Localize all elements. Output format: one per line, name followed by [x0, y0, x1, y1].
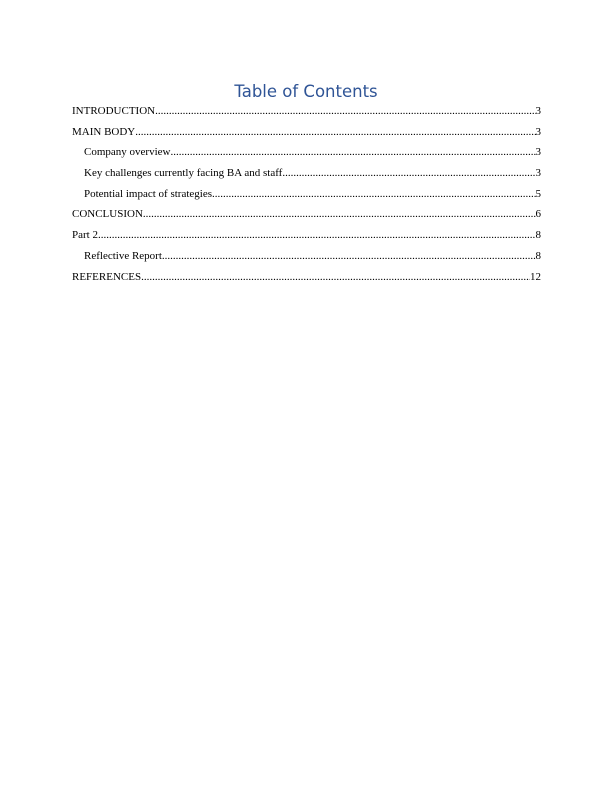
toc-entry-page-number: 12 [530, 270, 541, 283]
toc-entry-potential-impact[interactable] [72, 187, 541, 208]
toc-entry-page-number: 8 [535, 229, 541, 242]
toc-entry-label: Key challenges currently facing BA and staff [84, 167, 283, 180]
toc-dot-leader [135, 125, 535, 139]
toc-entry-page-number: 6 [535, 208, 541, 221]
toc-entry-part-2[interactable] [72, 228, 541, 249]
toc-entry-key-challenges[interactable] [72, 166, 541, 187]
toc-entry-label: Part 2 [72, 229, 98, 242]
toc-entry-page-number: 3 [535, 125, 541, 138]
toc-dot-leader [141, 270, 530, 284]
toc-dot-leader [212, 187, 536, 201]
toc-title: Table of Contents [234, 82, 378, 101]
toc-entry-label: INTRODUCTION [72, 105, 156, 117]
toc-dot-leader [98, 228, 536, 242]
toc-entry-label: Company overview [84, 146, 171, 159]
toc-entry-label: REFERENCES [72, 270, 142, 283]
toc-entry-page-number: 3 [535, 167, 541, 180]
toc-dot-leader [282, 166, 535, 180]
toc-dot-leader [162, 249, 536, 263]
toc-dot-leader [155, 104, 535, 118]
toc-dot-leader [143, 207, 536, 221]
toc-entry-label: Potential impact of strategies [84, 187, 212, 200]
toc-list [72, 104, 541, 290]
toc-entry-page-number: 3 [535, 105, 541, 117]
toc-entry-page-number: 8 [535, 249, 541, 262]
toc-entry-conclusion[interactable] [72, 207, 541, 228]
toc-entry-main-body[interactable] [72, 125, 541, 146]
toc-entry-reflective-report[interactable] [72, 249, 541, 270]
toc-entry-page-number: 3 [535, 146, 541, 159]
toc-entry-label: CONCLUSION [72, 208, 143, 221]
toc-entry-label: Reflective Report [84, 249, 162, 262]
toc-entry-page-number: 5 [535, 187, 541, 200]
toc-dot-leader [170, 145, 535, 159]
toc-entry-company-overview[interactable] [72, 145, 541, 166]
toc-entry-introduction[interactable] [72, 104, 541, 125]
toc-entry-references[interactable] [72, 270, 541, 291]
toc-entry-label: MAIN BODY [72, 125, 136, 138]
